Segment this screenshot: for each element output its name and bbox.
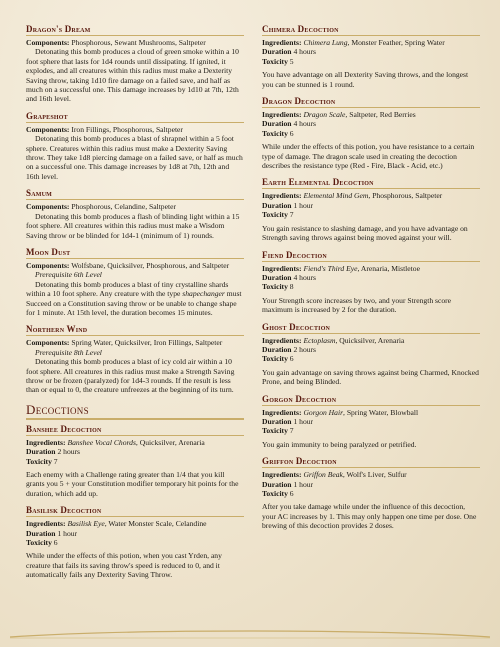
decoction-description: Each enemy with a Challenge rating greater than 1/4 that you kill grants you 5 + your Constitution modifier temporary hit points for the duration, which add up. bbox=[26, 470, 239, 498]
bomb-components: Components: Iron Fillings, Phosphorous, Saltpeter bbox=[26, 124, 183, 134]
decoction-duration: Duration 4 hours bbox=[262, 272, 317, 282]
decoction-ingredients: Ingredients: Banshee Vocal Chords, Quicksilver, Arenaria bbox=[26, 437, 205, 447]
bomb-entry bbox=[26, 247, 244, 317]
decoction-entry bbox=[262, 24, 480, 89]
decoction-entry bbox=[262, 322, 480, 387]
decoction-duration: Duration 1 hour bbox=[262, 479, 314, 489]
decoction-duration: Duration 1 hour bbox=[262, 416, 314, 426]
decoction-entry bbox=[262, 456, 480, 530]
bomb-entry bbox=[26, 111, 244, 181]
bomb-components: Components: Phosphorous, Celandine, Saltpeter bbox=[26, 202, 176, 212]
bomb-description: Detonating this bomb produces a blast of shrapnel within a 5 foot sphere. Creatures within this radius must make a Dexterity Saving throw. They take 1d8 piercing damage on a failed save, or half as much on a successful one. This damage increases by 1d8 at 7th, 12th and 16th level. bbox=[26, 134, 243, 181]
decoction-toxicity: Toxicity 8 bbox=[262, 282, 294, 292]
decoction-title: Fiend Decoction bbox=[262, 250, 480, 262]
decoction-ingredients: Ingredients: Gorgon Hair, Spring Water, Blowball bbox=[262, 407, 419, 417]
decoction-entry bbox=[26, 505, 244, 579]
footer-flourish bbox=[10, 625, 490, 639]
decoction-title: Basilisk Decoction bbox=[26, 505, 244, 517]
bomb-title: Moon Dust bbox=[26, 247, 244, 259]
bomb-description: Detonating this bomb produces a flash of blinding light within a 15 foot sphere. All creatures within this radius must make a Wisdom Saving throw or be blinded for 1d4-1 (minimum of 1) rounds. bbox=[26, 211, 240, 240]
decoction-ingredients: Ingredients: Elemental Mind Gem, Phosphorous, Saltpeter bbox=[262, 191, 443, 201]
decoction-entry bbox=[262, 177, 480, 242]
decoction-entry bbox=[262, 250, 480, 315]
bomb-entry bbox=[26, 24, 244, 104]
right-column bbox=[262, 24, 480, 538]
decoction-description: Your Strength score increases by two, and your Strength score maximum is increased by 2 for the duration. bbox=[262, 295, 452, 315]
decoction-ingredients: Ingredients: Fiend's Third Eye, Arenaria, Mistletoe bbox=[262, 263, 420, 273]
bomb-components: Components: Wolfsbane, Quicksilver, Phosphorous, and Saltpeter bbox=[26, 260, 230, 270]
decoction-duration: Duration 2 hours bbox=[26, 447, 81, 457]
decoction-title: Dragon Decoction bbox=[262, 96, 480, 108]
decoction-ingredients: Ingredients: Griffon Beak, Wolf's Liver, Sulfur bbox=[262, 470, 407, 480]
bomb-description: Detonating this bomb produces a blast of tiny crystalline shards within a 10 foot sphere. Any creature with the type shapechanger must Succeed on a Constitution saving throw or be unable to change shape for 1 minute. At 15th level, the duration becomes 15 minutes. bbox=[26, 279, 242, 317]
decoction-toxicity: Toxicity 6 bbox=[262, 354, 294, 364]
decoction-description: After you take damage while under the influence of this decoction, your AC increases by 1. This may only happen one time per dose. One brewing of this decoction provides 2 doses. bbox=[262, 502, 477, 531]
bomb-entry bbox=[26, 188, 244, 240]
decoction-ingredients: Ingredients: Chimera Lung, Monster Feather, Spring Water bbox=[262, 38, 445, 47]
decoction-toxicity: Toxicity 6 bbox=[26, 538, 58, 548]
decoction-duration: Duration 4 hours bbox=[262, 47, 317, 57]
decoction-toxicity: Toxicity 6 bbox=[262, 128, 294, 138]
decoction-ingredients: Ingredients: Dragon Scale, Saltpeter, Red Berries bbox=[262, 110, 416, 120]
decoction-title: Earth Elemental Decoction bbox=[262, 177, 480, 189]
bomb-entry bbox=[26, 324, 244, 394]
decoction-title: Griffon Decoction bbox=[262, 456, 480, 468]
bomb-description: Detonating this bomb produces a cloud of green smoke within a 10 foot sphere that lasts for 1d4 rounds until dissipating. If ignited, it explodes, and all creatures within this radius must make a Dexterity Saving throw, taking 1d10 fire damage on a failed save, and half as much on a successful one. This damage increases by 1d10 at 7th, 12th and 16th level. bbox=[26, 47, 239, 104]
decoction-entry bbox=[262, 96, 480, 170]
decoction-duration: Duration 1 hour bbox=[26, 528, 78, 538]
decoction-description: You gain immunity to being paralyzed or petrified. bbox=[262, 439, 417, 449]
decoction-duration: Duration 1 hour bbox=[262, 200, 314, 210]
bomb-title: Dragon's Dream bbox=[26, 24, 244, 36]
section-title: Decoctions bbox=[26, 402, 244, 420]
decoction-description: You gain resistance to slashing damage, and you have advantage on Strength saving throws against being moved against your will. bbox=[262, 223, 468, 243]
decoction-ingredients: Ingredients: Ectoplasm, Quicksilver, Arenaria bbox=[262, 335, 405, 345]
decoction-toxicity: Toxicity 7 bbox=[26, 456, 58, 466]
decoction-description: While under the effects of this potion, you have resistance to a certain type of damage. The dragon scale used in creating the decoction describes the resistance type (Red - Fire, Black - Acid, etc.) bbox=[262, 142, 475, 171]
decoction-duration: Duration 2 hours bbox=[262, 344, 317, 354]
bomb-prerequisite: Prerequisite 8th Level bbox=[35, 347, 102, 357]
decoction-entry bbox=[26, 424, 244, 498]
bomb-title: Samum bbox=[26, 188, 244, 200]
decoction-duration: Duration 4 hours bbox=[262, 119, 317, 129]
left-column bbox=[26, 24, 244, 587]
bomb-prerequisite: Prerequisite 6th Level bbox=[35, 270, 102, 280]
decoction-title: Chimera Decoction bbox=[262, 24, 480, 36]
bomb-title: Northern Wind bbox=[26, 324, 244, 336]
bomb-components: Components: Spring Water, Quicksilver, Iron Fillings, Saltpeter bbox=[26, 338, 223, 348]
decoction-toxicity: Toxicity 6 bbox=[262, 489, 294, 498]
decoction-ingredients: Ingredients: Basilisk Eye, Water Monster Scale, Celandine bbox=[26, 519, 207, 529]
decoction-entry bbox=[262, 394, 480, 450]
decoction-title: Gorgon Decoction bbox=[262, 394, 480, 406]
decoction-title: Banshee Decoction bbox=[26, 424, 244, 436]
decoction-toxicity: Toxicity 5 bbox=[262, 56, 294, 66]
decoction-description: You gain advantage on saving throws against being Charmed, Knocked Prone, and being Blinded. bbox=[262, 367, 479, 387]
decoction-toxicity: Toxicity 7 bbox=[262, 210, 294, 220]
bomb-title: Grapeshot bbox=[26, 111, 244, 123]
decoction-toxicity: Toxicity 7 bbox=[262, 426, 294, 436]
decoction-title: Ghost Decoction bbox=[262, 322, 480, 334]
decoction-description: You have advantage on all Dexterity Saving throws, and the longest you can be stunned is 1 round. bbox=[262, 70, 469, 89]
bomb-description: Detonating this bomb produces a blast of icy cold air within a 10 foot sphere. All creatures in this radius must make a Strength Saving throw or be frozen (paralyzed) for 1d4-3 rounds. If the result is less than or equal to 0, the creature unfreezes at the beginning of its turn. bbox=[26, 357, 235, 395]
bomb-components: Components: Phosphorous, Sewant Mushrooms, Saltpeter bbox=[26, 38, 206, 47]
decoction-description: While under the effects of this potion, when you cast Yrden, any creature that fails its saving throw's speed is reduced to 0, and it automatically fails any Dexterity Saving Throw. bbox=[26, 551, 222, 580]
